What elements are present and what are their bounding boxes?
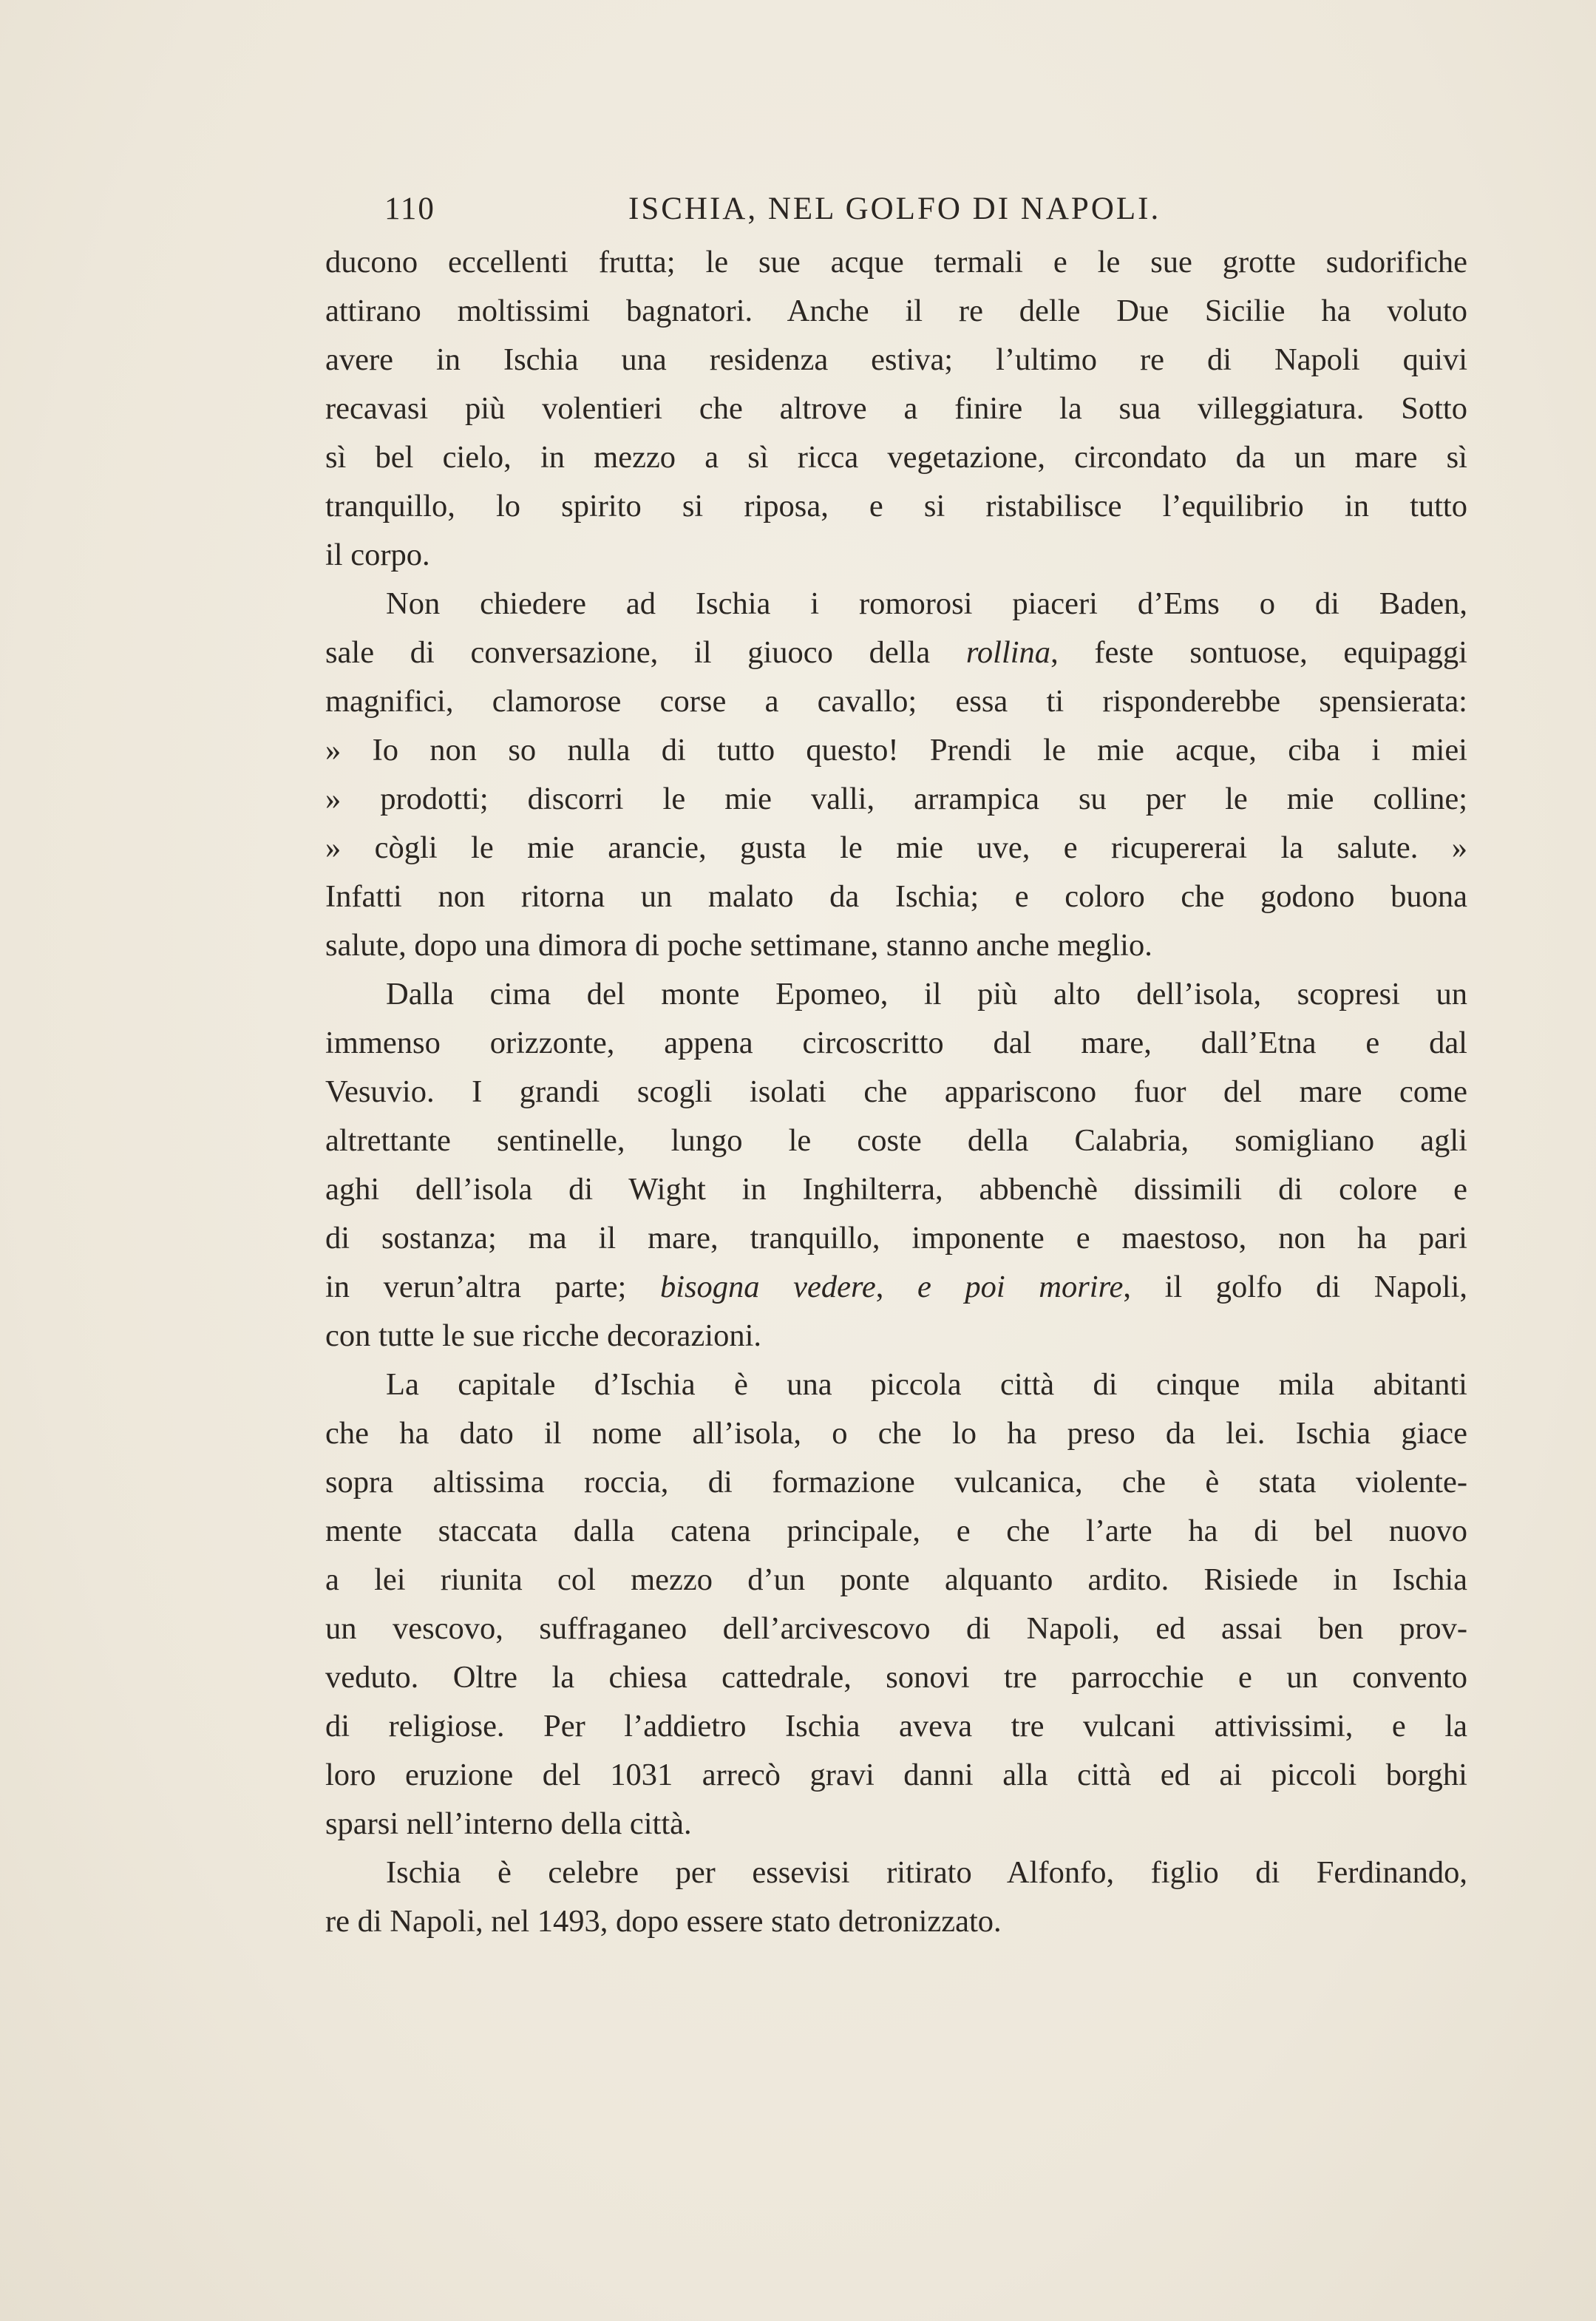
text-line: recavasi più volentieri che altrove a finire la sua villeggiatura. Sotto xyxy=(325,391,1467,426)
text-line: La capitale d’Ischia è una piccola città di cinque mila abitanti xyxy=(386,1367,1467,1402)
text-line: a lei riunita col mezzo d’un ponte alquanto ardito. Risiede in Ischia xyxy=(325,1562,1467,1597)
text-line: sì bel cielo, in mezzo a sì ricca vegetazione, circondato da un mare sì xyxy=(325,440,1467,475)
running-title: ISCHIA, NEL GOLFO DI NAPOLI. xyxy=(628,192,1161,226)
text-line: Vesuvio. I grandi scogli isolati che appariscono fuor del mare come xyxy=(325,1074,1467,1109)
text-line: avere in Ischia una residenza estiva; l’ultimo re di Napoli quivi xyxy=(325,342,1467,377)
italic-phrase: bisogna vedere xyxy=(659,1270,876,1304)
text-line: di sostanza; ma il mare, tranquillo, imponente e maestoso, non ha pari xyxy=(325,1221,1467,1256)
page-header xyxy=(384,191,1183,235)
text-line: re di Napoli, nel 1493, dopo essere stato detronizzato. xyxy=(325,1904,1002,1939)
text-line: Non chiedere ad Ischia i romorosi piaceri d’Ems o di Baden, xyxy=(386,586,1467,621)
quote-line: » cògli le mie arancie, gusta le mie uve, e ricupererai la salute. » xyxy=(325,830,1467,865)
text-line: Infatti non ritorna un malato da Ischia; e coloro che godono buona xyxy=(325,879,1467,914)
text-line: in verun’altra parte; bisogna vedere, e poi morire, il golfo di Napoli, xyxy=(325,1270,1468,1304)
text-line: tranquillo, lo spirito si riposa, e si ristabilisce l’equilibrio in tutto xyxy=(325,489,1467,524)
body-text xyxy=(325,238,1467,1946)
text-line: mente staccata dalla catena principale, e che l’arte ha di bel nuovo xyxy=(325,1514,1467,1548)
text-line: un vescovo, suffraganeo dell’arcivescovo di Napoli, ed assai ben prov- xyxy=(325,1611,1467,1646)
text-line: sparsi nell’interno della città. xyxy=(325,1806,692,1841)
text-line: loro eruzione del 1031 arrecò gravi danni alla città ed ai piccoli borghi xyxy=(325,1758,1467,1792)
text-line: salute, dopo una dimora di poche settimane, stanno anche meglio. xyxy=(325,928,1152,963)
text-line: altrettante sentinelle, lungo le coste della Calabria, somigliano agli xyxy=(325,1123,1467,1158)
text-line: Ischia è celebre per essevisi ritirato Alfonfo, figlio di Ferdinando, xyxy=(386,1855,1467,1890)
italic-term: rollina xyxy=(965,635,1051,670)
quote-line: » Io non so nulla di tutto questo! Prendi le mie acque, ciba i miei xyxy=(325,733,1467,768)
text-line: sale di conversazione, il giuoco della rollina, feste sontuose, equipaggi xyxy=(325,635,1467,670)
text-line: sopra altissima roccia, di formazione vulcanica, che è stata violente- xyxy=(325,1465,1467,1500)
text-line: magnifici, clamorose corse a cavallo; essa ti risponderebbe spensierata: xyxy=(325,684,1467,719)
text-line: ducono eccellenti frutta; le sue acque termali e le sue grotte sudorifiche xyxy=(325,245,1467,279)
text-line: attirano moltissimi bagnatori. Anche il re delle Due Sicilie ha voluto xyxy=(325,294,1467,328)
text-line: il corpo. xyxy=(325,538,430,572)
italic-phrase: e poi morire xyxy=(917,1270,1124,1304)
text-line: immenso orizzonte, appena circoscritto dal mare, dall’Etna e dal xyxy=(325,1026,1467,1060)
text-line: veduto. Oltre la chiesa cattedrale, sonovi tre parrocchie e un convento xyxy=(325,1660,1467,1695)
text-line: con tutte le sue ricche decorazioni. xyxy=(325,1318,761,1353)
page-number: 110 xyxy=(384,192,435,226)
text-line: che ha dato il nome all’isola, o che lo ha preso da lei. Ischia giace xyxy=(325,1416,1467,1451)
quote-line: » prodotti; discorri le mie valli, arrampica su per le mie colline; xyxy=(325,782,1467,816)
text-line: di religiose. Per l’addietro Ischia aveva tre vulcani attivissimi, e la xyxy=(325,1709,1467,1744)
text-line: Dalla cima del monte Epomeo, il più alto dell’isola, scopresi un xyxy=(386,977,1467,1012)
text-line: aghi dell’isola di Wight in Inghilterra, abbenchè dissimili di colore e xyxy=(325,1172,1467,1207)
